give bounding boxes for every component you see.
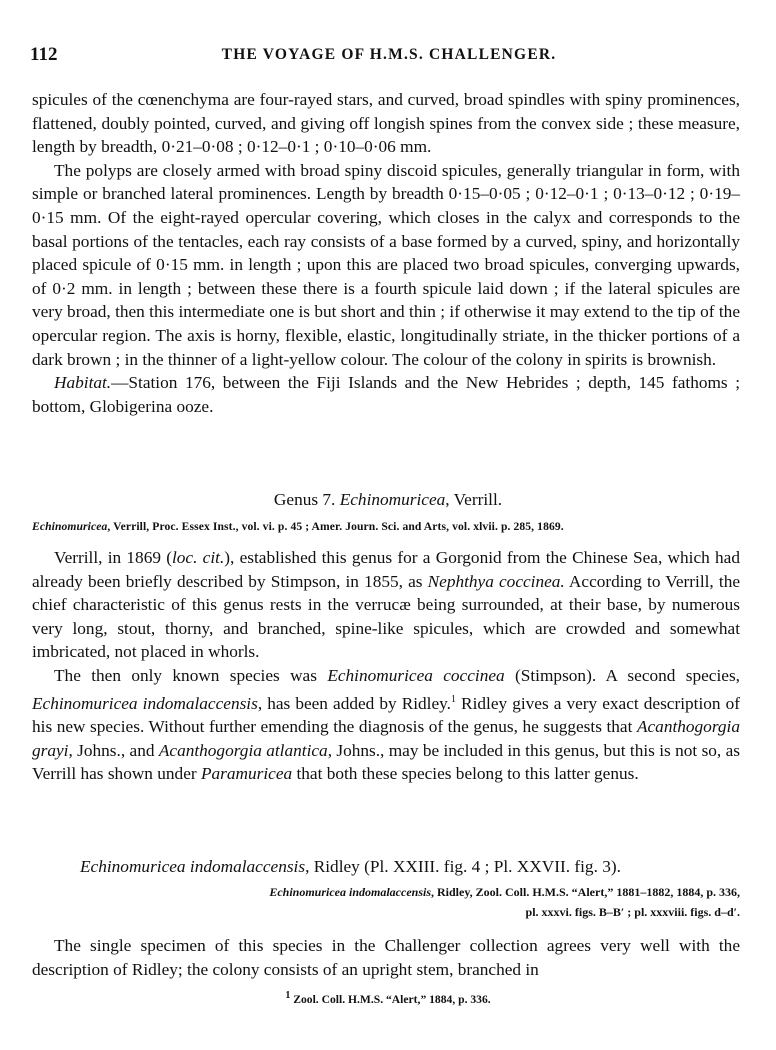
genus-name-paramuricea: Paramuricea [200, 764, 293, 784]
species-name-grayi: Acanthogorgia grayi [32, 716, 740, 760]
loc-cit: loc. cit. [171, 548, 225, 567]
species-reference-line2: pl. xxxvi. figs. B–B′ ; pl. xxxviii. figs. d–d′. [525, 905, 740, 919]
species-name-coccinea: Echinomuricea coccinea [327, 665, 505, 685]
genus-reference [32, 520, 740, 533]
species-heading [80, 857, 740, 877]
running-header [30, 44, 748, 70]
paragraph-polyps: The polyps are closely armed with broad spiny discoid spicules, generally triangular in form, with simple or branched lateral prominences. Length by breadth 0·15–0·05 ; 0·12–0·1 ; 0·13–0·12 ; 0·19–0·15 mm. Of the eight-rayed opercular covering, which closes in the calyx and corresponds to the basal portions of the tentacles, each ray consists of a base formed by a curved, spiny, and horizontally placed spicule of 0·15 mm. in length ; upon this are placed two broad spicules, converging upwards, of 0·2 mm. in length ; between these there is a fourth spicule laid down ; if the lateral spicules are very broad, then this intermediate one is but short and thin ; if otherwise it may extend to the tip of the opercular region. The axis is horny, flexible, elastic, longitudinally striate, in the thicker portions of a dark brown ; in the thinner of a light-yellow colour. The colour of the colony in spirits is brownish. [32, 160, 740, 369]
paragraph-habitat [32, 371, 740, 418]
species-name-indomalaccensis: Echinomuricea indomalaccensis [32, 693, 258, 713]
paragraph-species-known: The then only known species was Echinomuricea coccinea (Stimpson). A second species, Echinomuricea indomalaccensis, has been added by Ridley.$^1$ Ridley gives a very exact description of his new species. Without further emending the diagnosis of the genus, he suggests that Acanthogorgia grayi, Johns., and Acanthogorgia atlantica, Johns., may be included in this genus, but this is not so, as Verrill has shown under Paramuricea that both these species belong to this latter genus. [32, 665, 741, 784]
footnote-text: Zool. Coll. H.M.S. “Alert,” 1884, p. 336. [290, 992, 491, 1006]
footnote [0, 990, 776, 1006]
paragraph-verrill: Verrill, in 1869 (loc. cit.), established this genus for a Gorgonid from the Chinese Sea, which had already been briefly described by Stimpson, in 1855, as Nephthya coccinea. According to Verrill, the chief characteristic of this genus rests in the verrucæ being surrounded, at their base, by numerous very long, stout, thorny, and branched, spine-like spicules, which are crowded and somewhat imbricated, not placed in whorls. [32, 548, 741, 662]
genus-heading [0, 490, 776, 510]
footnote-number: 1 [285, 990, 291, 1001]
section-genus-discussion [32, 546, 740, 786]
page-number: 112 [30, 44, 58, 65]
species-reference-line1: Echinomuricea indomalaccensis, Ridley, Zool. Coll. H.M.S. “Alert,” 1881–1882, 1884, p. 336, [269, 885, 740, 899]
genus-author: , Verrill. [445, 490, 503, 509]
paragraph-specimen: The single specimen of this species in the Challenger collection agrees very well with the description of Ridley; the colony consists of an upright stem, branched in [32, 936, 740, 979]
footnote-marker: 1 [450, 693, 456, 705]
genus-prefix: Genus 7. [273, 490, 336, 509]
species-heading-rest: , Ridley (Pl. XXIII. fig. 4 ; Pl. XXVII. fig. 3). [305, 857, 621, 876]
habitat-label: Habitat. [54, 373, 112, 393]
species-heading-name: Echinomuricea indomalaccensis [80, 857, 306, 876]
species-reference [200, 882, 740, 922]
species-name-atlantica: Acanthogorgia atlantica [158, 740, 328, 760]
section-continued-description [32, 88, 740, 418]
species-name-nephthya: Nephthya coccinea. [427, 571, 565, 591]
section-species-description [32, 934, 740, 981]
genus-name: Echinomuricea [339, 490, 446, 509]
genus-reference-text: , Verrill, Proc. Essex Inst., vol. vi. p. 45 ; Amer. Journ. Sci. and Arts, vol. xlvii. p. 285, 1869. [107, 520, 564, 533]
paragraph-spicules: spicules of the cœnenchyma are four-rayed stars, and curved, broad spindles with spiny prominences, flattened, doubly pointed, curved, and giving off longish spines from the convex side ; these measure, length by breadth, 0·21–0·08 ; 0·12–0·1 ; 0·10–0·06 mm. [32, 90, 740, 157]
genus-reference-name: Echinomuricea [32, 520, 108, 533]
habitat-text: —Station 176, between the Fiji Islands and the New Hebrides ; depth, 145 fathoms ; bottom, Globigerina ooze. [32, 373, 740, 416]
running-title: THE VOYAGE OF H.M.S. CHALLENGER. [221, 46, 557, 63]
